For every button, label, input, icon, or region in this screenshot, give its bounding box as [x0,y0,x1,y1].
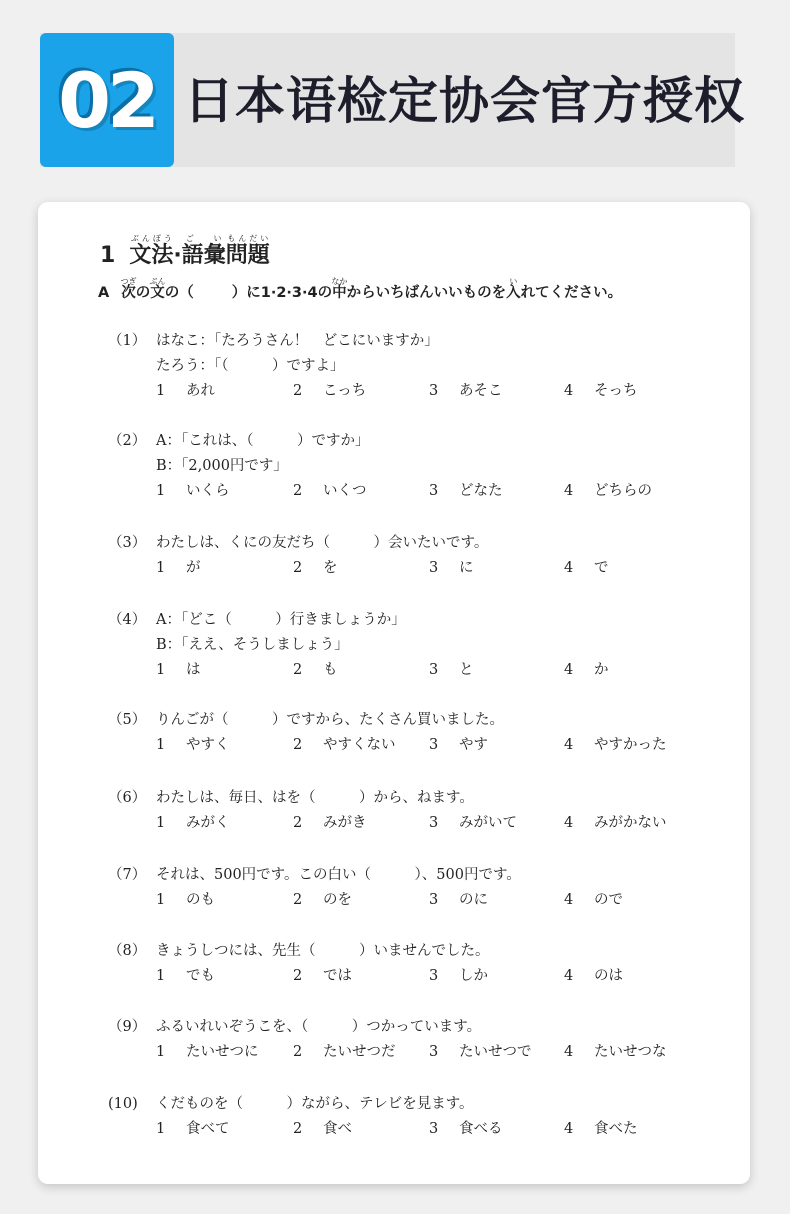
question-number: （4） [108,612,147,628]
answer-option[interactable] [429,658,474,683]
question-item [108,939,738,989]
option-number: 1 [156,383,166,399]
question-text: それは、500円です。この白い（ ）、500円です。 [156,867,521,883]
answer-option[interactable] [293,379,366,404]
option-text: しか [459,968,488,984]
answer-option[interactable] [156,658,201,683]
answer-options [108,379,738,404]
option-number: 4 [564,560,574,576]
option-text: やすかった [594,737,667,753]
option-number: 1 [156,662,166,678]
question-number: （6） [108,790,147,806]
question-line [108,786,738,811]
answer-options [108,733,738,758]
option-number: 1 [156,892,166,908]
option-text: やす [459,737,488,753]
section-title [100,234,270,269]
option-text: では [323,968,352,984]
option-text: を [323,560,338,576]
question-number: （8） [108,943,147,959]
option-number: 3 [429,1044,439,1060]
question-number: （7） [108,867,147,883]
option-text: みがき [323,815,367,831]
option-text: みがいて [459,815,517,831]
question-item [108,708,738,758]
option-text: あそこ [459,383,503,399]
answer-options [108,556,738,581]
option-text: たいせつな [594,1044,667,1060]
instruction: A 次つぎの文ぶんの（ ）に1·2·3·4の中なかからいちばんいいものを入いれてください。 [98,277,623,301]
answer-option[interactable] [429,1040,532,1065]
answer-option[interactable] [293,1040,396,1065]
option-number: 4 [564,662,574,678]
option-text: も [323,662,338,678]
answer-option[interactable] [156,1117,230,1142]
option-number: 1 [156,737,166,753]
option-number: 3 [429,1121,439,1137]
answer-option[interactable] [293,556,338,581]
answer-options [108,888,738,913]
exercise-card [38,202,750,1184]
option-text: で [594,560,609,576]
option-number: 1 [156,483,166,499]
question-line [108,608,738,633]
option-text: ので [594,892,623,908]
question-line [108,1092,738,1117]
option-number: 3 [429,383,439,399]
question-text: くだものを（ ）ながら、テレビを見ます。 [156,1096,474,1112]
answer-options [108,811,738,836]
question-number: （5） [108,712,147,728]
option-number: 1 [156,1044,166,1060]
option-text: いくら [186,483,230,499]
option-number: 3 [429,968,439,984]
question-item [108,429,738,504]
question-item [108,1092,738,1142]
option-text: が [186,560,201,576]
option-text: か [594,662,609,678]
instruction-letter: A [98,285,110,301]
option-number: 2 [293,1044,303,1060]
option-number: 3 [429,815,439,831]
answer-option[interactable] [156,964,215,989]
option-text: みがく [186,815,230,831]
answer-options [108,479,738,504]
option-number: 4 [564,1121,574,1137]
question-line [108,863,738,888]
question-item [108,608,738,683]
option-text: は [186,662,201,678]
section-badge [40,33,174,167]
option-number: 4 [564,383,574,399]
question-text: わたしは、毎日、はを（ ）から、ねます。 [156,790,474,806]
option-text: たいせつだ [323,1044,396,1060]
question-text: きょうしつには、先生（ ）いませんでした。 [156,943,490,959]
option-text: のは [594,968,623,984]
question-text: わたしは、くにの友だち（ ）会いたいです。 [156,535,489,551]
option-number: 4 [564,483,574,499]
option-text: に [459,560,474,576]
question-text: B：「ええ、そうしましょう」 [156,637,349,653]
answer-option[interactable] [293,1117,352,1142]
option-number: 3 [429,483,439,499]
option-text: のも [186,892,215,908]
option-number: 3 [429,737,439,753]
option-text: みがかない [594,815,667,831]
section-number: 1 [100,243,116,268]
answer-option[interactable] [293,658,338,683]
option-text: どちらの [594,483,652,499]
option-text: 食べ [323,1121,352,1137]
answer-option[interactable] [293,733,396,758]
title-part: 語彙ご い [181,234,226,268]
answer-option[interactable] [564,733,667,758]
answer-option[interactable] [156,888,215,913]
answer-option[interactable] [564,1040,667,1065]
answer-option[interactable] [429,964,488,989]
answer-option[interactable] [429,1117,503,1142]
answer-option[interactable] [156,733,230,758]
question-line [108,429,738,454]
option-text: やすく [186,737,230,753]
option-text: 食べた [594,1121,638,1137]
title-part: 文法ぶんぽう [129,234,174,268]
option-number: 2 [293,483,303,499]
question-item [108,1015,738,1065]
answer-option[interactable] [564,379,638,404]
question-line [108,454,738,479]
answer-option[interactable] [564,556,609,581]
option-text: こっち [323,383,367,399]
option-number: 2 [293,383,303,399]
question-line [108,708,738,733]
answer-option[interactable] [564,811,667,836]
answer-option[interactable] [429,556,474,581]
question-item [108,329,738,404]
option-number: 2 [293,737,303,753]
option-number: 2 [293,560,303,576]
answer-option[interactable] [293,479,367,504]
answer-option[interactable] [156,379,215,404]
answer-option[interactable] [293,964,352,989]
question-item [108,786,738,836]
option-text: と [459,662,474,678]
question-number: （2） [108,433,147,449]
option-text: のに [459,892,488,908]
question-text: ふるいれいぞうこを、（ ）つかっています。 [156,1019,482,1035]
option-number: 4 [564,1044,574,1060]
answer-option[interactable] [429,479,503,504]
question-text: たろう：「（ ）ですよ」 [156,358,345,374]
option-number: 1 [156,1121,166,1137]
answer-options [108,658,738,683]
question-line [108,633,738,658]
option-number: 4 [564,737,574,753]
badge-number: 02 [58,55,156,145]
question-number: （3） [108,535,147,551]
answer-option[interactable] [156,556,201,581]
option-number: 3 [429,560,439,576]
option-text: やすくない [323,737,396,753]
title-separator: · [173,243,182,268]
option-number: 4 [564,815,574,831]
answer-option[interactable] [429,733,488,758]
answer-options [108,1040,738,1065]
option-number: 2 [293,815,303,831]
question-item [108,863,738,913]
question-line [108,531,738,556]
option-text: あれ [186,383,215,399]
option-text: たいせつで [459,1044,532,1060]
question-line [108,329,738,354]
answer-option[interactable] [156,1040,259,1065]
question-text: はなこ：「たろうさん！ どこにいますか」 [156,333,439,349]
answer-option[interactable] [429,811,517,836]
option-number: 2 [293,662,303,678]
option-number: 4 [564,968,574,984]
option-number: 3 [429,892,439,908]
option-text: そっち [594,383,638,399]
answer-option[interactable] [293,811,367,836]
question-text: A：「これは、（ ）ですか」 [156,433,370,449]
option-number: 2 [293,1121,303,1137]
question-line [108,939,738,964]
option-text: 食べて [186,1121,230,1137]
answer-option[interactable] [564,479,652,504]
answer-option[interactable] [429,379,503,404]
option-text: どなた [459,483,503,499]
answer-option[interactable] [564,888,623,913]
question-item [108,531,738,581]
header-title: 日本语检定协会官方授权 [184,72,745,130]
option-text: 食べる [459,1121,503,1137]
answer-option[interactable] [564,964,623,989]
option-text: のを [323,892,352,908]
answer-option[interactable] [564,658,609,683]
question-number: （1） [108,333,147,349]
answer-options [108,1117,738,1142]
option-text: たいせつに [186,1044,259,1060]
option-number: 4 [564,892,574,908]
answer-option[interactable] [156,479,230,504]
question-text: A：「どこ（ ）行きましょうか」 [156,612,406,628]
answer-option[interactable] [429,888,488,913]
option-text: でも [186,968,215,984]
title-part: 問題もんだい [225,234,270,268]
option-number: 2 [293,968,303,984]
option-number: 1 [156,560,166,576]
question-line [108,354,738,379]
question-text: B：「2,000円です」 [156,458,288,474]
option-number: 1 [156,815,166,831]
option-text: いくつ [323,483,367,499]
answer-option[interactable] [293,888,352,913]
question-text: りんごが（ ）ですから、たくさん買いました。 [156,712,504,728]
option-number: 2 [293,892,303,908]
answer-option[interactable] [564,1117,638,1142]
option-number: 1 [156,968,166,984]
question-number: (10) [108,1096,138,1112]
answer-options [108,964,738,989]
question-line [108,1015,738,1040]
question-number: （9） [108,1019,147,1035]
option-number: 3 [429,662,439,678]
answer-option[interactable] [156,811,230,836]
